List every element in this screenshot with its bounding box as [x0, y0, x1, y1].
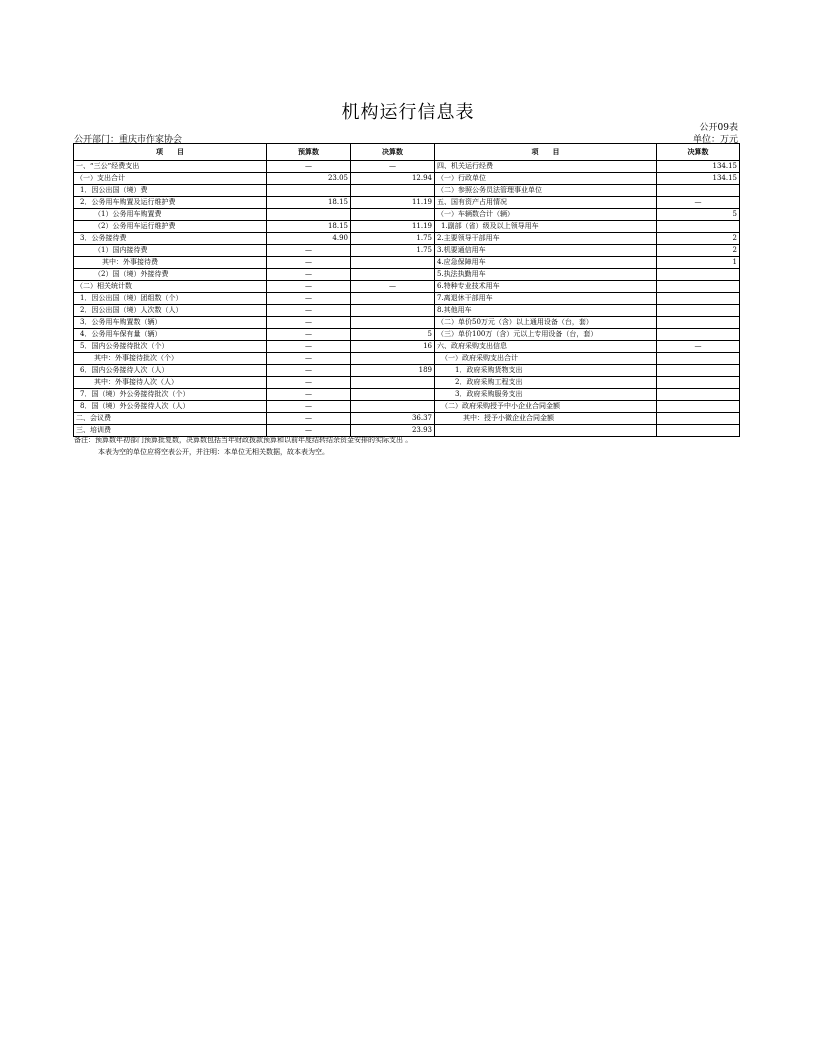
budget-cell: 18.15	[267, 221, 351, 233]
right-final-cell: —	[657, 341, 740, 353]
operation-info-table	[73, 143, 740, 437]
right-item-cell: 其中：授予小微企业合同金额	[435, 413, 657, 425]
right-item-cell: （二）参照公务员法管理事业单位	[435, 185, 657, 197]
budget-cell: —	[267, 377, 351, 389]
final-cell: —	[351, 161, 435, 173]
form-number: 公开09表	[699, 123, 738, 133]
final-cell: 11.19	[351, 197, 435, 209]
table-row	[74, 317, 740, 329]
right-item-cell: 3．政府采购服务支出	[435, 389, 657, 401]
header-left-item: 项 目	[74, 144, 267, 161]
table-row	[74, 329, 740, 341]
right-item-cell: （一）政府采购支出合计	[435, 353, 657, 365]
final-cell	[351, 257, 435, 269]
table-row	[74, 221, 740, 233]
page-title: 机构运行信息表	[341, 102, 475, 123]
final-cell: 11.19	[351, 221, 435, 233]
final-cell: 1.75	[351, 245, 435, 257]
right-final-cell: 1	[657, 257, 740, 269]
left-item-cell: 8．国（境）外公务接待人次（人）	[74, 401, 267, 413]
left-item-cell: 4．公务用车保有量（辆）	[74, 329, 267, 341]
right-final-cell	[657, 185, 740, 197]
right-item-cell	[435, 425, 657, 437]
table-row	[74, 233, 740, 245]
budget-cell	[267, 185, 351, 197]
table-row	[74, 257, 740, 269]
final-cell: 5	[351, 329, 435, 341]
left-item-cell: 一、“三公”经费支出	[74, 161, 267, 173]
final-cell	[351, 317, 435, 329]
budget-cell: —	[267, 281, 351, 293]
right-item-cell: 1.副部（省）级及以上领导用车	[435, 221, 657, 233]
right-final-cell	[657, 389, 740, 401]
final-cell	[351, 185, 435, 197]
department-label: 公开部门：重庆市作家协会	[74, 135, 183, 145]
table-row	[74, 185, 740, 197]
right-item-cell: 2.主要领导干部用车	[435, 233, 657, 245]
left-item-cell: 三、培训费	[74, 425, 267, 437]
right-item-cell: （一）车辆数合计（辆）	[435, 209, 657, 221]
right-final-cell	[657, 269, 740, 281]
right-item-cell: 1．政府采购货物支出	[435, 365, 657, 377]
budget-cell	[267, 209, 351, 221]
right-item-cell: 8.其他用车	[435, 305, 657, 317]
budget-cell: —	[267, 329, 351, 341]
right-final-cell	[657, 365, 740, 377]
budget-cell: —	[267, 341, 351, 353]
table-row	[74, 353, 740, 365]
right-final-cell	[657, 425, 740, 437]
right-final-cell	[657, 401, 740, 413]
right-final-cell	[657, 293, 740, 305]
left-item-cell: 6．国内公务接待人次（人）	[74, 365, 267, 377]
right-item-cell: （二）单价50万元（含）以上通用设备（台，套）	[435, 317, 657, 329]
left-item-cell: 其中：外事接待费	[74, 257, 267, 269]
right-item-cell: 6.特种专业技术用车	[435, 281, 657, 293]
left-item-cell: 1．因公出国（境）团组数（个）	[74, 293, 267, 305]
budget-cell: —	[267, 413, 351, 425]
right-item-cell: 2．政府采购工程支出	[435, 377, 657, 389]
right-item-cell: （二）政府采购授予中小企业合同金额	[435, 401, 657, 413]
unit-label: 单位：万元	[692, 135, 738, 145]
budget-cell: —	[267, 401, 351, 413]
right-item-cell: 3.机要通信用车	[435, 245, 657, 257]
right-final-cell	[657, 329, 740, 341]
final-cell	[351, 305, 435, 317]
final-cell	[351, 209, 435, 221]
budget-cell: 18.15	[267, 197, 351, 209]
notes	[74, 434, 412, 458]
right-item-cell: 六、政府采购支出信息	[435, 341, 657, 353]
table-row	[74, 341, 740, 353]
right-final-cell	[657, 281, 740, 293]
table-row	[74, 293, 740, 305]
note-1: 备注：预算数年初部门预算批复数，决算数包括当年财政拨款预算和以前年度结转结余资金安排的实际支出 。	[74, 436, 413, 444]
table-row	[74, 161, 740, 173]
left-item-cell: （2）国（境）外接待费	[74, 269, 267, 281]
budget-cell: —	[267, 305, 351, 317]
table-header-row	[74, 144, 740, 161]
left-item-cell: 5．国内公务接待批次（个）	[74, 341, 267, 353]
budget-cell: —	[267, 317, 351, 329]
final-cell	[351, 269, 435, 281]
budget-cell: —	[267, 425, 351, 437]
right-final-cell: 134.15	[657, 173, 740, 185]
table-row	[74, 197, 740, 209]
header-right-final: 决算数	[657, 144, 740, 161]
budget-cell: 23.05	[267, 173, 351, 185]
budget-cell: —	[267, 365, 351, 377]
right-final-cell: 2	[657, 245, 740, 257]
budget-cell: —	[267, 257, 351, 269]
right-final-cell	[657, 353, 740, 365]
final-cell	[351, 377, 435, 389]
table-row	[74, 269, 740, 281]
left-item-cell: 1．因公出国（境）费	[74, 185, 267, 197]
right-final-cell	[657, 413, 740, 425]
budget-cell: —	[267, 245, 351, 257]
final-cell: 23.93	[351, 425, 435, 437]
final-cell	[351, 401, 435, 413]
budget-cell: —	[267, 269, 351, 281]
table-row	[74, 173, 740, 185]
table-row	[74, 245, 740, 257]
left-item-cell: （2）公务用车运行维护费	[74, 221, 267, 233]
header-budget: 预算数	[267, 144, 351, 161]
left-item-cell: 2．因公出国（境）人次数（人）	[74, 305, 267, 317]
table-row	[74, 281, 740, 293]
header-right-item: 项 目	[435, 144, 657, 161]
table-row	[74, 377, 740, 389]
final-cell	[351, 389, 435, 401]
budget-cell: —	[267, 353, 351, 365]
final-cell: 1.75	[351, 233, 435, 245]
table-row	[74, 365, 740, 377]
right-final-cell: 5	[657, 209, 740, 221]
left-item-cell: （1）国内接待费	[74, 245, 267, 257]
final-cell: —	[351, 281, 435, 293]
right-final-cell	[657, 305, 740, 317]
table-row	[74, 389, 740, 401]
right-final-cell: 2	[657, 233, 740, 245]
left-item-cell: 7．国（境）外公务接待批次（个）	[74, 389, 267, 401]
left-item-cell: 2．公务用车购置及运行维护费	[74, 197, 267, 209]
table-row	[74, 413, 740, 425]
budget-cell: —	[267, 161, 351, 173]
table-row	[74, 305, 740, 317]
left-item-cell: （二）相关统计数	[74, 281, 267, 293]
right-final-cell	[657, 221, 740, 233]
final-cell: 12.94	[351, 173, 435, 185]
right-item-cell: 4.应急保障用车	[435, 257, 657, 269]
left-item-cell: 3．公务接待费	[74, 233, 267, 245]
table-row	[74, 401, 740, 413]
budget-cell: —	[267, 389, 351, 401]
right-item-cell: 5.执法执勤用车	[435, 269, 657, 281]
left-item-cell: 其中：外事接待批次（个）	[74, 353, 267, 365]
right-item-cell: （一）行政单位	[435, 173, 657, 185]
left-item-cell: 其中：外事接待人次（人）	[74, 377, 267, 389]
note-2: 本表为空的单位应将空表公开，并注明：本单位无相关数据，故本表为空。	[98, 448, 329, 456]
final-cell	[351, 293, 435, 305]
table-row	[74, 209, 740, 221]
right-final-cell	[657, 317, 740, 329]
left-item-cell: （一）支出合计	[74, 173, 267, 185]
final-cell	[351, 353, 435, 365]
left-item-cell: 3．公务用车购置数（辆）	[74, 317, 267, 329]
budget-cell: 4.90	[267, 233, 351, 245]
right-item-cell: 7.离退休干部用车	[435, 293, 657, 305]
final-cell: 189	[351, 365, 435, 377]
left-item-cell: （1）公务用车购置费	[74, 209, 267, 221]
final-cell: 16	[351, 341, 435, 353]
right-final-cell: 134.15	[657, 161, 740, 173]
right-item-cell: （三）单价100万（含）元以上专用设备（台，套）	[435, 329, 657, 341]
right-item-cell: 五、国有资产占用情况	[435, 197, 657, 209]
budget-cell: —	[267, 293, 351, 305]
right-final-cell: —	[657, 197, 740, 209]
right-item-cell: 四、机关运行经费	[435, 161, 657, 173]
final-cell: 36.37	[351, 413, 435, 425]
right-final-cell	[657, 377, 740, 389]
header-final: 决算数	[351, 144, 435, 161]
left-item-cell: 二、会议费	[74, 413, 267, 425]
